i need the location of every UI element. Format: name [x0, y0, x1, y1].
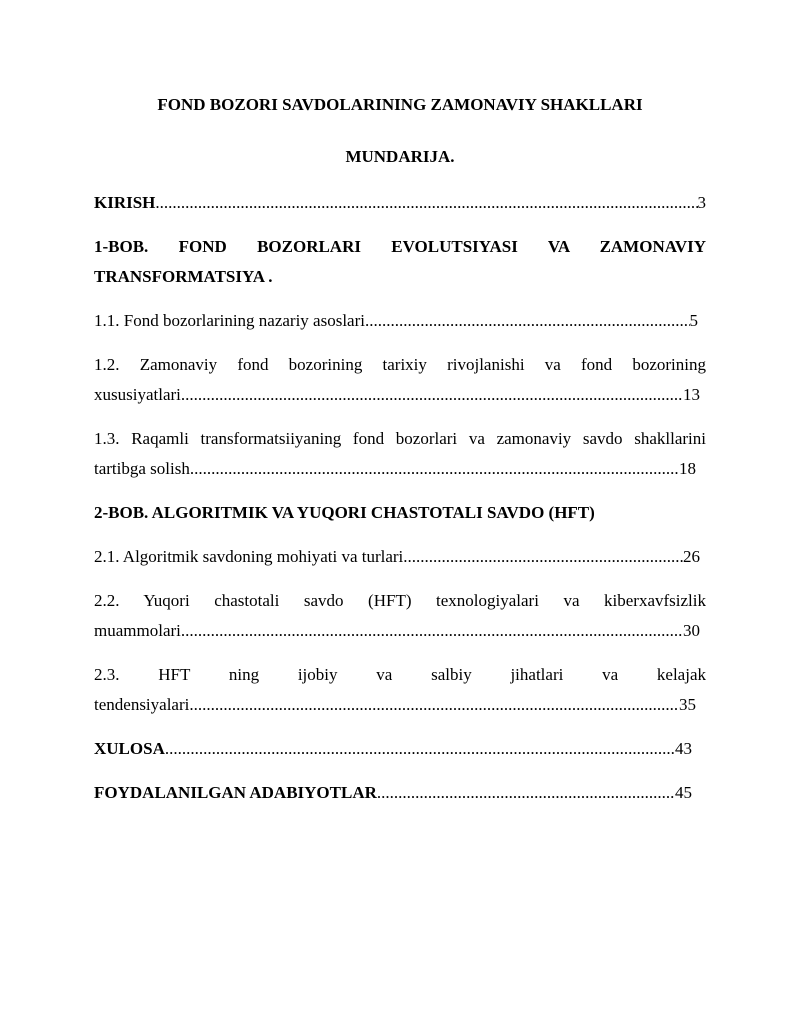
toc-page-number: 30 — [683, 621, 700, 640]
toc-entry-2-1[interactable] — [94, 542, 706, 572]
toc-entry-conclusion[interactable] — [94, 734, 706, 764]
toc-leader-dots — [165, 734, 675, 764]
document-page — [94, 90, 706, 822]
toc-entry-1-1[interactable] — [94, 306, 706, 336]
toc-entry-label: XULOSA — [94, 739, 165, 758]
toc-page-number: 26 — [683, 547, 700, 566]
toc-chapter-title-line: 2-BOB. ALGORITMIK VA YUQORI CHASTOTALI SAVDO (HFT) — [94, 503, 595, 522]
toc-leader-dots — [155, 188, 697, 218]
toc-leader-dots — [181, 380, 683, 410]
toc-entry-label: 2.3. HFT ning ijobiy va salbiy jihatlari va kelajak — [94, 665, 706, 684]
toc-entry-label-cont: tendensiyalari — [94, 695, 190, 714]
toc-entry-label: 1.2. Zamonaviy fond bozorining tarixiy rivojlanishi va fond bozorining — [94, 355, 706, 374]
document-title: FOND BOZORI SAVDOLARINING ZAMONAVIY SHAKLLARI — [157, 95, 643, 114]
toc-entry-intro[interactable] — [94, 188, 706, 218]
toc-page-number: 13 — [683, 385, 700, 404]
table-of-contents — [94, 188, 706, 808]
toc-heading: MUNDARIJA. — [345, 147, 455, 166]
toc-entry-1-2[interactable] — [94, 350, 706, 410]
toc-entry-label: 2.2. Yuqori chastotali savdo (HFT) texnologiyalari va kiberxavfsizlik — [94, 591, 706, 610]
toc-chapter-1[interactable] — [94, 232, 706, 292]
toc-leader-dots — [190, 454, 679, 484]
toc-entry-label: KIRISH — [94, 193, 156, 212]
toc-leader-dots — [403, 542, 683, 572]
toc-page-number: 35 — [679, 695, 696, 714]
toc-leader-dots — [377, 778, 675, 808]
toc-leader-dots — [365, 306, 690, 336]
toc-entry-label: 1.3. Raqamli transformatsiiyaning fond bozorlari va zamonaviy savdo shakllarini — [94, 429, 706, 448]
toc-chapter-title-line: TRANSFORMATSIYA . — [94, 267, 273, 286]
toc-leader-dots — [181, 616, 683, 646]
toc-page-number: 45 — [675, 783, 692, 802]
toc-entry-label: 1.1. Fond bozorlarining nazariy asoslari — [94, 311, 365, 330]
toc-entry-label: FOYDALANILGAN ADABIYOTLAR — [94, 783, 377, 802]
toc-page-number: 3 — [697, 193, 706, 212]
toc-entry-label-cont: muammolari — [94, 621, 181, 640]
toc-entry-2-3[interactable] — [94, 660, 706, 720]
toc-entry-label-cont: tartibga solish — [94, 459, 190, 478]
toc-page-number: 5 — [689, 311, 698, 330]
toc-chapter-2[interactable] — [94, 498, 706, 528]
toc-entry-references[interactable] — [94, 778, 706, 808]
toc-leader-dots — [189, 690, 679, 720]
toc-page-number: 43 — [675, 739, 692, 758]
toc-entry-label-cont: xususiyatlari — [94, 385, 181, 404]
toc-page-number: 18 — [679, 459, 696, 478]
toc-entry-label: 2.1. Algoritmik savdoning mohiyati va turlari — [94, 547, 404, 566]
toc-entry-1-3[interactable] — [94, 424, 706, 484]
toc-chapter-title-line: 1-BOB. FOND BOZORLARI EVOLUTSIYASI VA ZAMONAVIY — [94, 237, 706, 256]
toc-entry-2-2[interactable] — [94, 586, 706, 646]
